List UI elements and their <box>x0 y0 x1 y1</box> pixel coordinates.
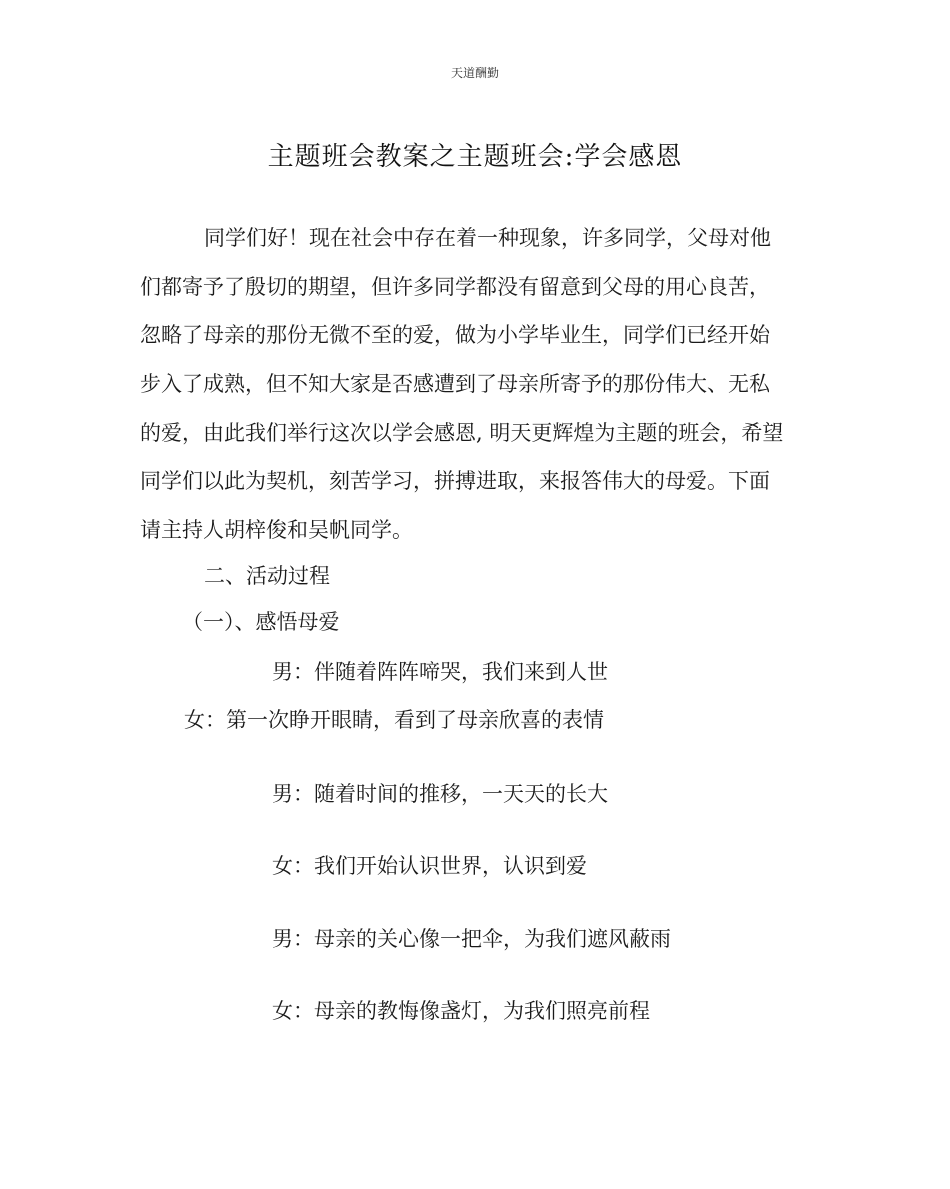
section-heading-part1: （一）、感悟母爱 <box>182 610 340 634</box>
page-header: 天道酬勤 <box>450 66 499 80</box>
dialogue-line: 女：第一次睁开眼睛，看到了母亲欣喜的表情 <box>184 708 604 732</box>
intro-line: 的爱，由此我们举行这次以学会感恩, 明天更辉煌为主题的班会，希望 <box>140 420 784 445</box>
dialogue-line: 男：母亲的关心像一把伞，为我们遮风蔽雨 <box>272 927 671 951</box>
intro-line: 们都寄予了殷切的期望，但许多同学都没有留意到父母的用心良苦， <box>140 274 770 299</box>
section-heading-activity: 二、活动过程 <box>204 564 330 588</box>
intro-line: 步入了成熟，但不知大家是否感遭到了母亲所寄予的那份伟大、无私 <box>140 372 770 397</box>
intro-line: 同学们好！现在社会中存在着一种现象，许多同学，父母对他 <box>204 226 771 250</box>
intro-line: 请主持人胡梓俊和吴帆同学。 <box>140 518 413 543</box>
intro-paragraph <box>140 214 812 555</box>
dialogue-line: 男：随着时间的推移，一天天的长大 <box>272 782 608 806</box>
document-title: 主题班会教案之主题班会:学会感恩 <box>267 142 683 172</box>
intro-line: 同学们以此为契机，刻苦学习，拼搏进取，来报答伟大的母爱。下面 <box>140 469 770 494</box>
intro-line: 忽略了母亲的那份无微不至的爱，做为小学毕业生，同学们已经开始 <box>140 323 770 348</box>
dialogue-line: 男：伴随着阵阵啼哭，我们来到人世 <box>272 660 608 684</box>
dialogue-line: 女：母亲的教悔像盏灯，为我们照亮前程 <box>272 999 650 1023</box>
dialogue-line: 女：我们开始认识世界，认识到爱 <box>272 854 587 878</box>
